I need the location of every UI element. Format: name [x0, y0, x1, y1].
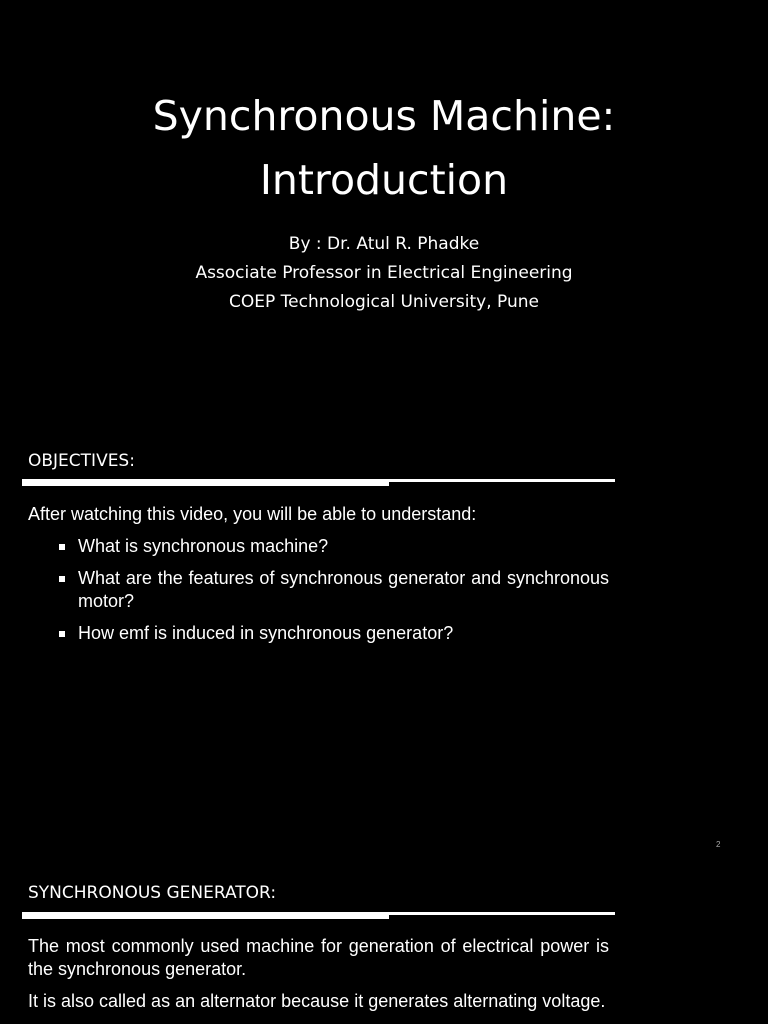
author-name: By : Dr. Atul R. Phadke: [288, 234, 480, 254]
author-institution: COEP Technological University, Pune: [229, 292, 539, 312]
title-line-1: Synchronous Machine:: [152, 92, 616, 140]
list-item: [28, 535, 609, 558]
list-item-text: What is synchronous machine?: [78, 536, 329, 556]
list-item: [28, 567, 609, 613]
generator-paragraph-1: The most commonly used machine for generation of electrical power is the synchronous generator.: [28, 936, 609, 979]
generator-paragraph-2: It is also called as an alternator because it generates alternating voltage.: [28, 991, 606, 1011]
generator-heading: SYNCHRONOUS GENERATOR:: [28, 883, 277, 903]
bullet-square-icon: [59, 544, 65, 550]
title-line-2: Introduction: [259, 156, 509, 204]
bullet-square-icon: [59, 576, 65, 582]
divider-thick-line: [22, 479, 389, 486]
list-item: [28, 622, 609, 645]
generator-divider: [22, 912, 615, 919]
slide-title: [0, 84, 768, 212]
objectives-intro: After watching this video, you will be able to understand:: [28, 504, 477, 524]
title-slide: [0, 0, 768, 400]
byline: [0, 230, 768, 317]
generator-body: [28, 935, 609, 1022]
list-item-text: What are the features of synchronous generator and synchronous motor?: [78, 568, 609, 611]
page-number: 2: [716, 840, 721, 849]
objectives-list: [28, 535, 609, 645]
objectives-divider: [22, 479, 615, 486]
objectives-body: [28, 503, 609, 645]
author-position: Associate Professor in Electrical Engineering: [195, 263, 573, 283]
list-item-text: How emf is induced in synchronous generator?: [78, 623, 454, 643]
objectives-heading: OBJECTIVES:: [28, 451, 135, 471]
divider-thick-line: [22, 912, 389, 919]
bullet-square-icon: [59, 631, 65, 637]
